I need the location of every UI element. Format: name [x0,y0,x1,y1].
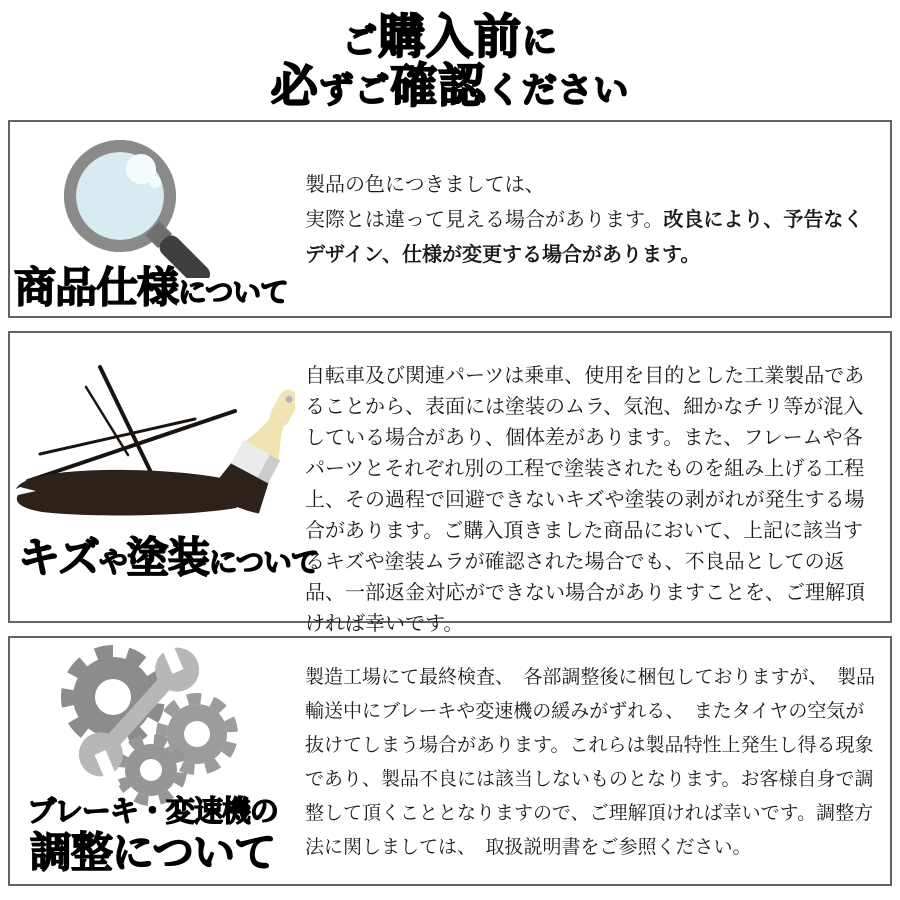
paint-brush-icon [10,359,295,541]
section-scratches-paint-body [295,333,890,635]
magnifying-glass-icon [55,128,225,278]
magnifier-highlight-small [149,176,161,188]
paragraph: デザイン、仕様が変更する場合があります。 [305,243,701,266]
section-brake-adjustment [8,636,892,886]
paragraph: 実際とは違って見える場合があります。改良により、予告なく [305,208,864,231]
section-product-spec [8,120,892,318]
title-line-2: 調整について [29,828,276,876]
section-brake-adjustment-left [10,638,295,884]
section-scratches-paint-left [10,333,319,621]
section-scratches-paint [8,331,892,635]
paragraph: 製品の色につきましては、 [305,173,545,196]
title-line-1: ブレーキ・変速機の [27,796,278,829]
section-brake-adjustment-body [295,638,890,884]
paragraph: 製造工場にて最終検査、 各部調整後に梱包しておりますが、 製品輸送中にブレーキや変速機の緩みがずれる、 またタイヤの空気が抜けてしまう場合があります。これらは製品特性上発生し得る現象であり、製品不良には該当しないものとなります。お客様自身で調整して頂くこととなりますので、ご理解頂ければ幸いです。調整方法に関しましては、 取扱説明書をご参照ください。 [305,666,876,858]
section-brake-adjustment-title [10,796,295,876]
paragraph: 自転車及び関連パーツは乗車、使用を目的とした工業製品であることから、表面には塗装のムラ、気泡、細かなチリ等が混入している場合があり、個体差があります。また、フレームや各パーツとそれぞれ別の工程で塗装されたものを組み上げる工程上、その過程で回避できないキズや塗装の剥がれが発生する場合があります。ご購入頂きました商品において、上記に該当するキズや塗装ムラが確認された場合でも、不良品としての返品、一部返金対応ができない場合がありますことを、ご理解頂ければ幸いです。 [305,364,865,635]
brush [209,378,295,517]
header-line-2: 必ずご確認ください [270,58,630,112]
header-line-1: ご購入前に [342,10,558,63]
page-header [0,0,900,111]
section-product-spec-title: 商品仕様について [14,263,288,311]
section-scratches-paint-title: キズや塗装について [18,533,319,581]
section-product-spec-body [295,122,890,316]
section-product-spec-left [10,122,295,316]
gears-wrench-icon [55,642,270,810]
